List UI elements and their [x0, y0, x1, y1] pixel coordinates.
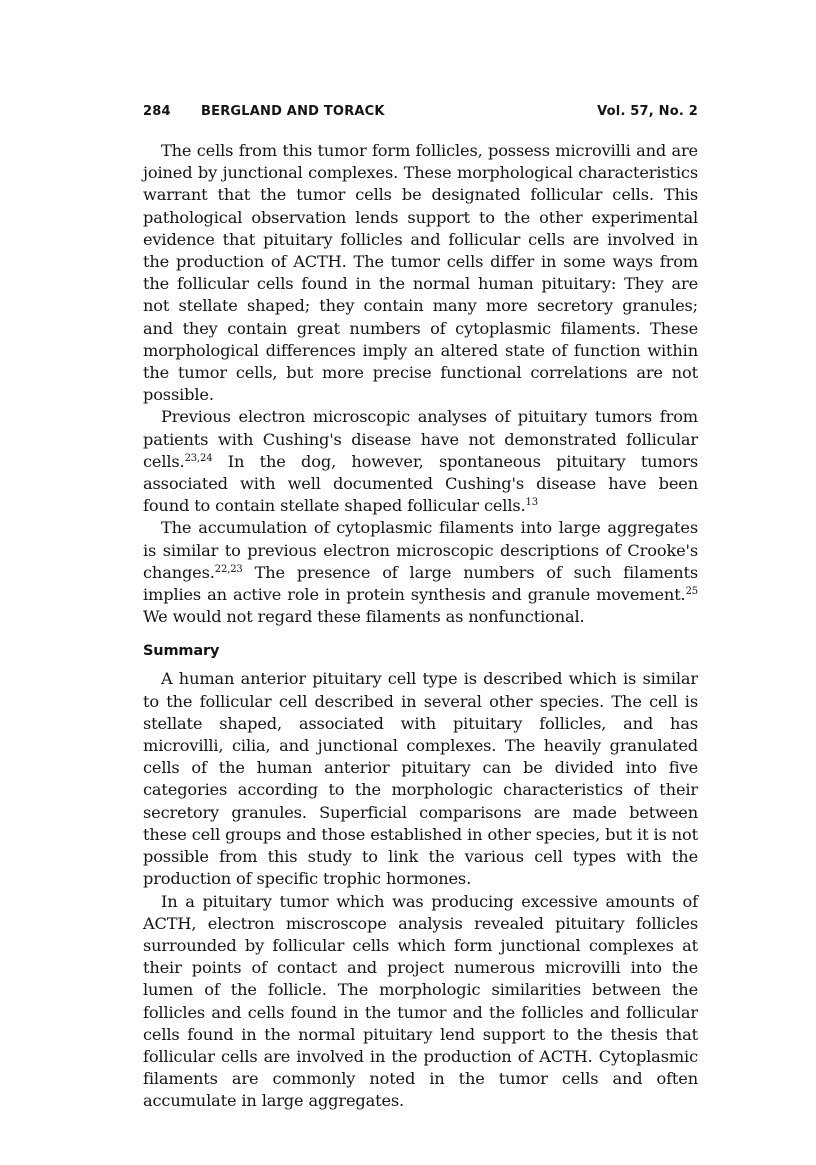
journal-volume: Vol. 57, No. 2 — [597, 104, 698, 119]
paragraph-tumor-cells: The cells from this tumor form follicles, possess microvilli and are joined by junctional complexes. These morphological characteristics warrant that the tumor cells be designated follicular cells. This pathological observation lends support to the other experimental evidence that pituitary follicles and follicular cells are involved in the production of ACTH. The tumor cells differ in some ways from the follicular cells found in the normal human pituitary: They are not stellate shaped; they contain many more secretory granules; and they contain great numbers of cytoplasmic filaments. These morphological differences imply an altered state of function within the tumor cells, but more precise functional correlations are not possible. — [143, 141, 698, 405]
paragraph-text: Previous electron microscopic analyses of pituitary tumors from patients with Cushing's disease have not demonstrated follicular cells. — [143, 407, 698, 471]
running-head: BERGLAND AND TORACK — [201, 104, 385, 119]
paragraph-text: The presence of large numbers of such filaments implies an active role in protein synthesis and granule movement. — [143, 562, 698, 605]
paragraph-text: In the dog, however, spontaneous pituitary tumors associated with well documented Cushing's disease have been found to contain stellate shaped follicular cells. — [143, 451, 698, 516]
citation-ref: 25 — [685, 586, 698, 598]
article-body — [143, 140, 698, 1113]
paragraph-text: We would not regard these filaments as nonfunctional. — [143, 607, 585, 627]
citation-ref: 22,23 — [214, 563, 243, 575]
summary-paragraph-1: A human anterior pituitary cell type is described which is similar to the follicular cell described in several other species. The cell is stellate shaped, associated with pituitary follicles, and has microvilli, cilia, and junctional complexes. The heavily granulated cells of the human anterior pituitary can be divided into five categories according to the morphologic characteristics of their secretory granules. Superficial comparisons are made between these cell groups and those established in other species, but it is not possible from this study to link the various cell types with the production of specific trophic hormones. — [143, 669, 698, 889]
page-number: 284 — [143, 104, 171, 119]
citation-ref: 13 — [525, 497, 538, 509]
citation-ref: 23,24 — [184, 452, 213, 464]
section-heading-summary: Summary — [143, 643, 220, 660]
paragraph-text: The accumulation of cytoplasmic filaments into large aggregates is similar to previous electron microscopic descriptions of Crooke's changes. — [143, 518, 698, 582]
summary-paragraph-2: In a pituitary tumor which was producing excessive amounts of ACTH, electron miscroscope analysis revealed pituitary follicles surrounded by follicular cells which form junctional complexes at their points of contact and project numerous microvilli into the lumen of the follicle. The morphologic similarities between the follicles and cells found in the tumor and the follicles and follicular cells found in the normal pituitary lend support to the thesis that follicular cells are involved in the production of ACTH. Cytoplasmic filaments are commonly noted in the tumor cells and often accumulate in large aggregates. — [143, 891, 698, 1111]
paragraph-previous-analyses — [143, 406, 698, 517]
page-header — [143, 104, 698, 124]
paragraph-filaments — [143, 517, 698, 628]
